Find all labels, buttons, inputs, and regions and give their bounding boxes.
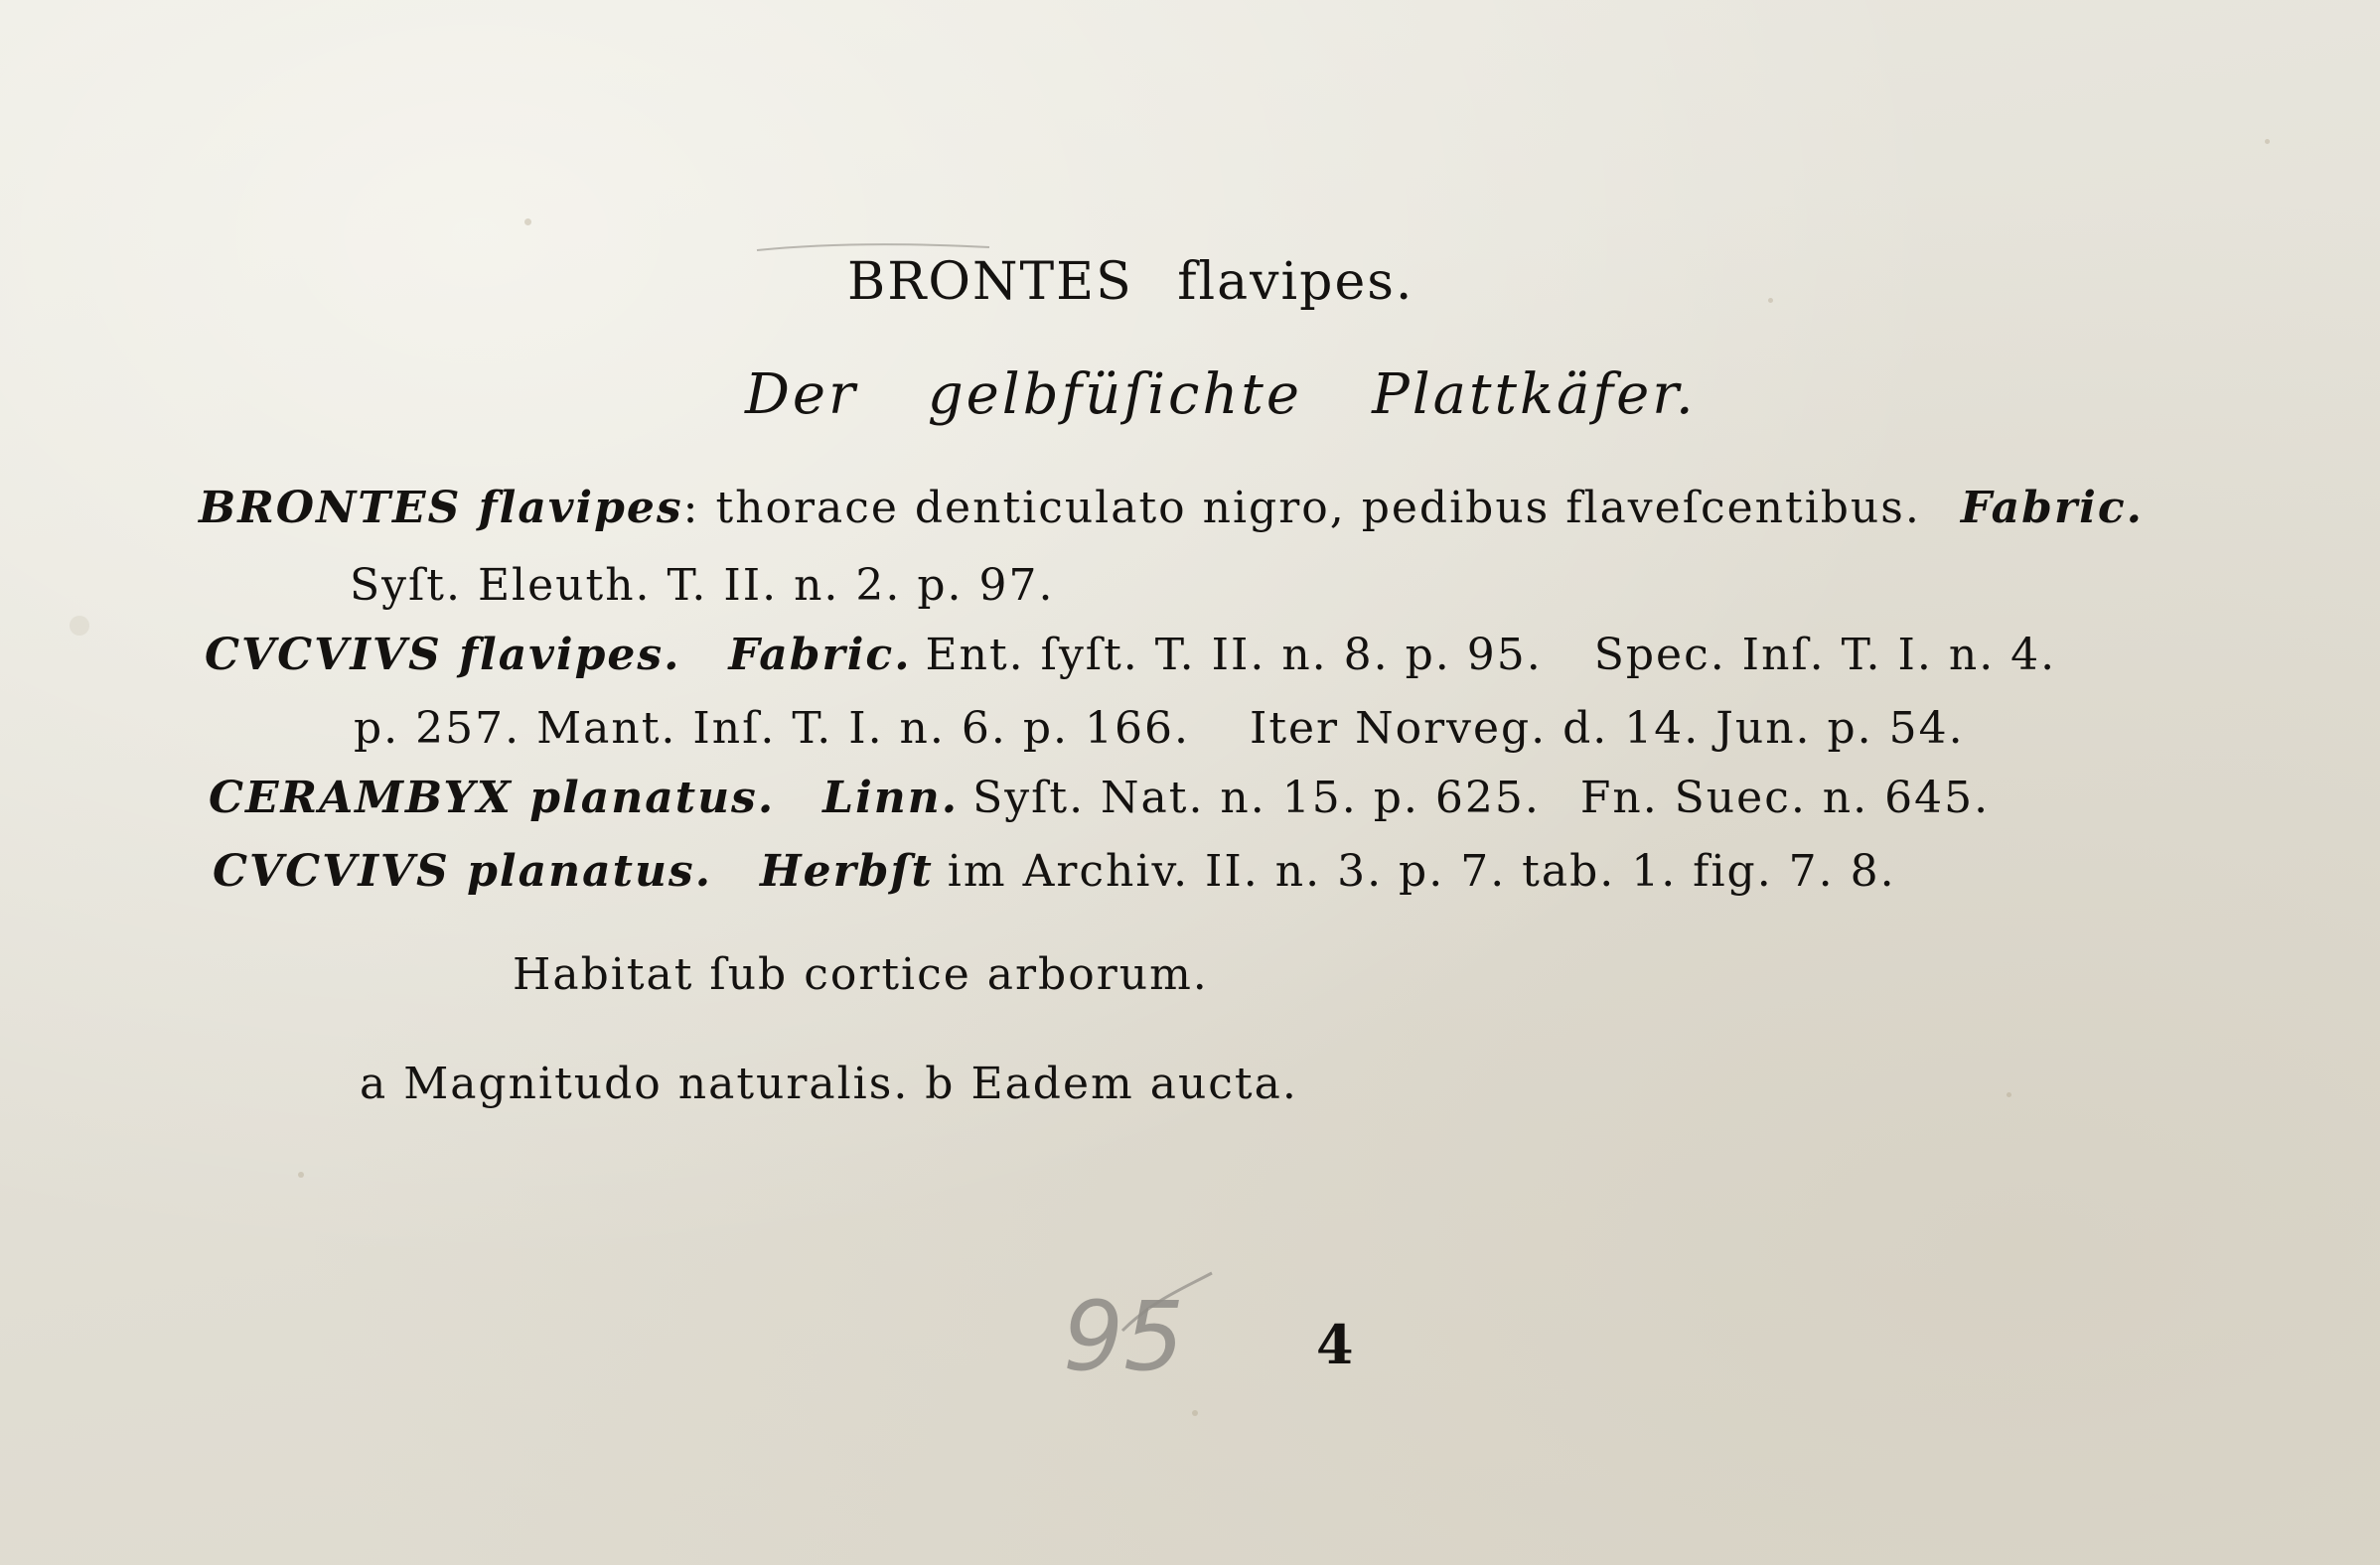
taxon-name: BRONTES flavipes [199, 483, 683, 533]
description: : thorace denticulato nigro, pedibus flaveſcentibus. [682, 483, 1921, 533]
page-title [847, 252, 1414, 312]
reference: im Archiv. II. n. 3. p. 7. tab. 1. fig. 7. 8. [947, 846, 1896, 897]
reference: Syſt. Nat. n. 15. p. 625. [972, 773, 1541, 823]
reference: Iter Norveg. d. 14. Jun. p. 54. [1249, 703, 1965, 754]
german-name [745, 362, 1697, 427]
paper-fleck [298, 1172, 304, 1178]
title-species: flavipes. [1177, 252, 1414, 312]
reference: p. 257. Mant. Inſ. T. I. n. 6. p. 166. [354, 703, 1190, 754]
author-citation: Fabric. [1960, 483, 2144, 533]
paper-fleck [2007, 1092, 2011, 1097]
paper-fleck [70, 616, 89, 636]
pencil-scribble [1063, 1261, 1222, 1430]
synonym-3 [209, 773, 1991, 823]
german-name-word-3: Plattkäfer. [1372, 362, 1697, 427]
author-citation: Fabric. [728, 630, 912, 680]
synonym-2-continuation [354, 703, 1965, 754]
page-number: 4 [1316, 1313, 1354, 1376]
taxon-name: CERAMBYX planatus. [209, 773, 776, 823]
reference: Ent. ſyſt. T. II. n. 8. p. 95. [925, 630, 1543, 680]
author-citation: Herbſt [760, 846, 934, 897]
german-name-word-1: Der [745, 362, 858, 427]
author-citation: Linn. [822, 773, 960, 823]
taxon-name: CVCVIVS planatus. [213, 846, 713, 897]
pencil-mark-text: 95 [1063, 1281, 1185, 1392]
figure-legend: a Magnitudo naturalis. b Eadem aucta. [360, 1059, 1298, 1109]
paper-fleck [1768, 298, 1773, 303]
paper-fleck [524, 218, 531, 225]
title-genus: BRONTES [847, 252, 1133, 312]
habitat-text: Habitat ſub cortice arborum. [513, 949, 1209, 1000]
german-name-word-2: gelbfüſichte [927, 362, 1303, 427]
pencil-mark [1063, 1261, 1222, 1430]
reference: Fn. Suec. n. 645. [1579, 773, 1991, 823]
taxon-name: CVCVIVS flavipes. [205, 630, 681, 680]
paper-fleck [2265, 139, 2270, 144]
reference: Spec. Inſ. T. I. n. 4. [1593, 630, 2057, 680]
synonym-1-continuation: Syſt. Eleuth. T. II. n. 2. p. 97. [350, 560, 1055, 611]
synonym-4 [213, 846, 1896, 897]
synonym-1 [199, 483, 2144, 533]
synonym-2 [205, 630, 2057, 680]
